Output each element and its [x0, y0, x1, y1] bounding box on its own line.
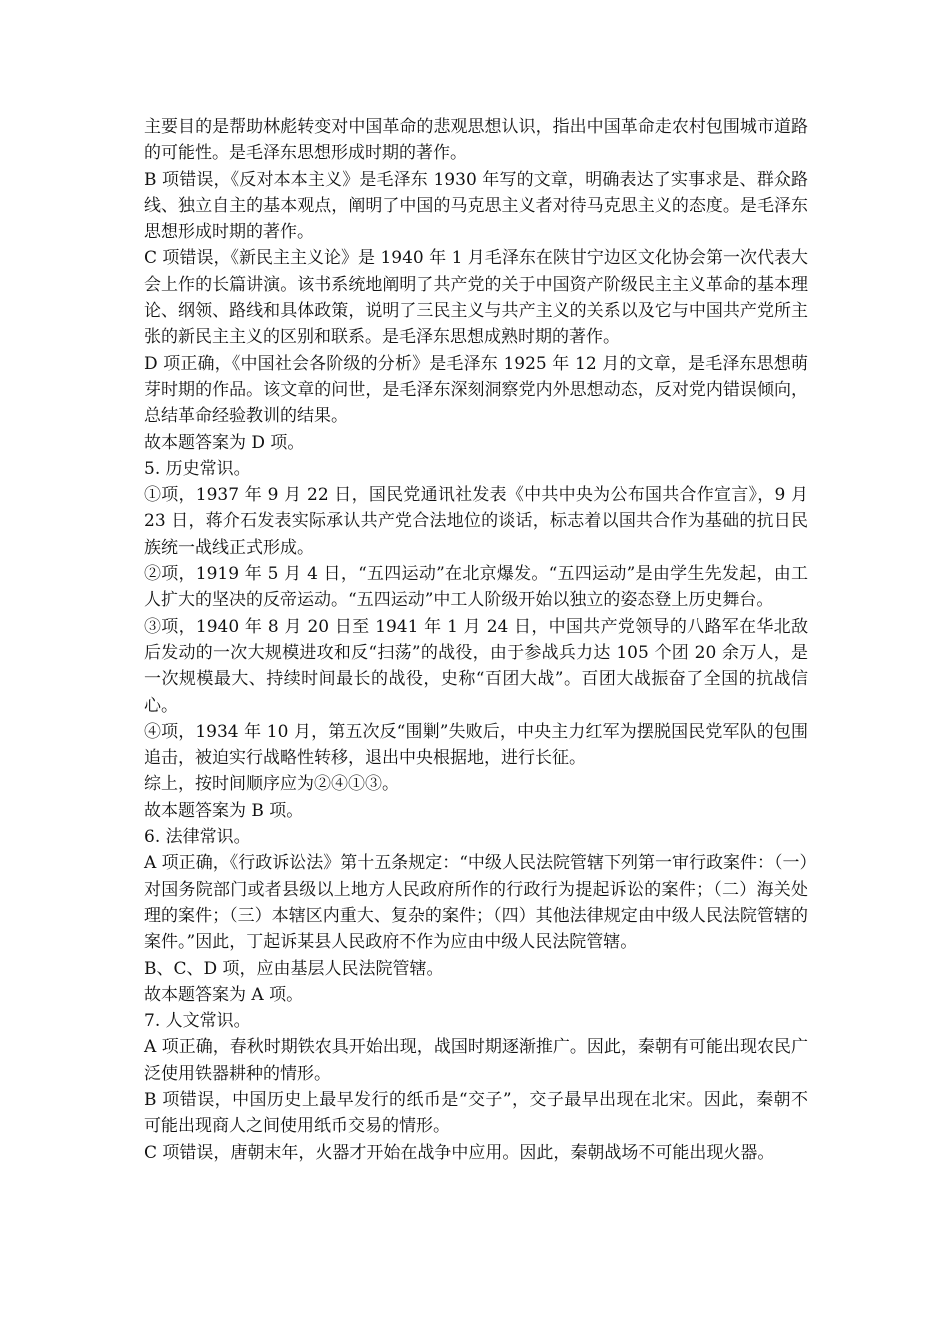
paragraph-14: A 项正确，《行政诉讼法》第十五条规定：“中级人民法院管辖下列第一审行政案件：（一）对国务院部门或者县级以上地方人民政府所作的行政行为提起诉讼的案件；（二）海关处理的案件；（三）本辖区内重大、复杂的案件；（四）其他法律规定由中级人民法院管辖的案件。”因此，丁起诉某县人民政府不作为应由中级人民法院管辖。: [144, 853, 808, 953]
paragraph-8: ②项，1919 年 5 月 4 日，“五四运动”在北京爆发。“五四运动”是由学生先发起，由工人扩大的坚决的反帝运动。“五四运动”中工人阶级开始以独立的姿态登上历史舞台。: [144, 564, 808, 611]
paragraph-10: ④项，1934 年 10 月，第五次反“围剿”失败后，中央主力红军为摆脱国民党军队的包围追击，被迫实行战略性转移，退出中央根据地，进行长征。: [144, 721, 808, 769]
paragraph-20: C 项错误，唐朝末年，火器才开始在战争中应用。因此，秦朝战场不可能出现火器。: [144, 1142, 775, 1163]
paragraph-1: 主要目的是帮助林彪转变对中国革命的悲观思想认识，指出中国革命走农村包围城市道路的可能性。是毛泽东思想形成时期的著作。: [144, 117, 808, 164]
section-heading-law: 6. 法律常识。: [144, 827, 251, 848]
paragraph-15: B、C、D 项，应由基层人民法院管辖。: [144, 958, 444, 979]
document-page: [144, 114, 808, 1166]
paragraph-11: 综上，按时间顺序应为②④①③。: [144, 774, 399, 795]
paragraph-7: ①项，1937 年 9 月 22 日，国民党通讯社发表《中共中央为公布国共合作宣言》，9 月 23 日，蒋介石发表实际承认共产党合法地位的谈话，标志着以国共合作为基础的抗日民族统一战线正式形成。: [144, 485, 808, 558]
section-heading-history: 5. 历史常识。: [144, 458, 251, 479]
paragraph-16: 故本题答案为 A 项。: [144, 984, 304, 1005]
paragraph-18: A 项正确，春秋时期铁农具开始出现，战国时期逐渐推广。因此，秦朝有可能出现农民广泛使用铁器耕种的情形。: [144, 1037, 808, 1084]
section-heading-humanities: 7. 人文常识。: [144, 1011, 251, 1032]
paragraph-19: B 项错误，中国历史上最早发行的纸币是“交子”，交子最早出现在北宋。因此，秦朝不可能出现商人之间使用纸币交易的情形。: [144, 1089, 808, 1137]
paragraph-3: C 项错误，《新民主主义论》是 1940 年 1 月毛泽东在陕甘宁边区文化协会第一次代表大会上作的长篇讲演。该书系统地阐明了共产党的关于中国资产阶级民主主义革命的基本理论、纲领、路线和具体政策，说明了三民主义与共产主义的关系以及它与中国共产党所主张的新民主主义的区别和联系。是毛泽东思想成熟时期的著作。: [144, 248, 808, 348]
paragraph-5: 故本题答案为 D 项。: [144, 432, 305, 453]
paragraph-4: D 项正确，《中国社会各阶级的分析》是毛泽东 1925 年 12 月的文章，是毛泽东思想萌芽时期的作品。该文章的问世，是毛泽东深刻洞察党内外思想动态，反对党内错误倾向，总结革命经验教训的结果。: [144, 353, 808, 427]
paragraph-12: 故本题答案为 B 项。: [144, 800, 304, 821]
paragraph-9: ③项，1940 年 8 月 20 日至 1941 年 1 月 24 日，中国共产党领导的八路军在华北敌后发动的一次大规模进攻和反“扫荡”的战役，由于参战兵力达 105 个团 20 余万人，是一次规模最大、持续时间最长的战役，史称“百团大战”。百团大战振奋了全国的抗战信心。: [144, 616, 808, 716]
paragraph-2: B 项错误，《反对本本主义》是毛泽东 1930 年写的文章，明确表达了实事求是、群众路线、独立自主的基本观点，阐明了中国的马克思主义者对待马克思主义的态度。是毛泽东思想形成时期的著作。: [144, 169, 808, 243]
